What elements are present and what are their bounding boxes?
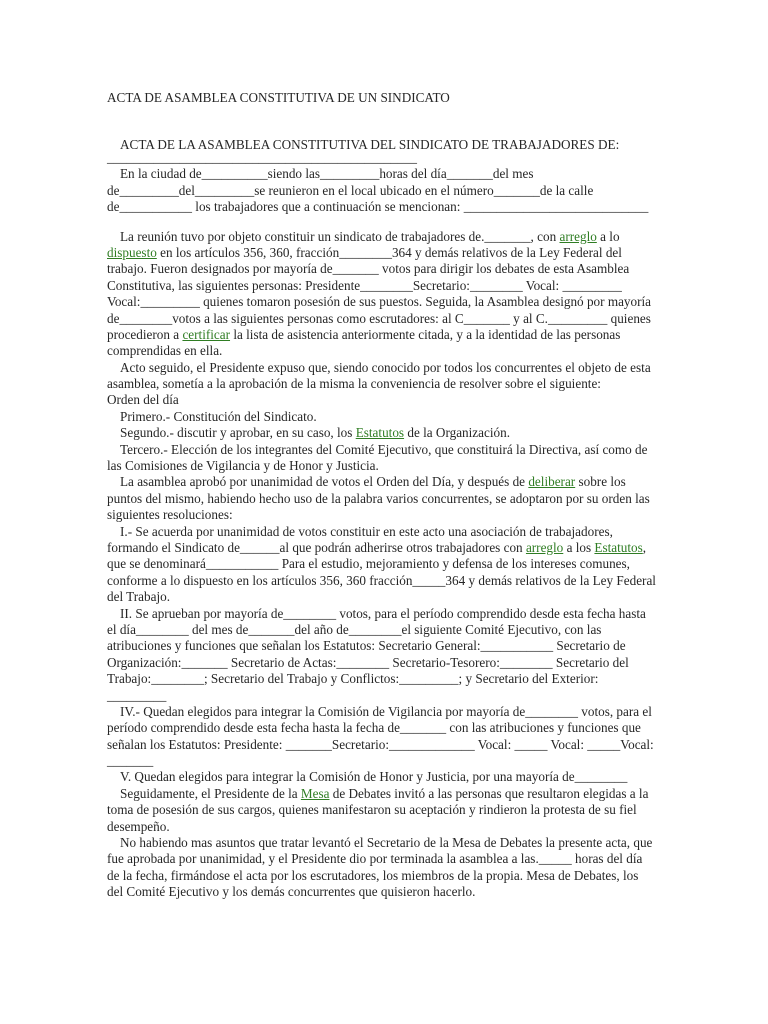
text-segment: Vocal:_________ quienes tomaron posesión de sus puestos. Seguida, la Asamblea designó por mayoría xyxy=(107,294,652,310)
text-line xyxy=(107,671,667,687)
text-segment: La asamblea aprobó por unanimidad de votos el Orden del Día, y después de xyxy=(120,474,529,490)
text-segment: _________ xyxy=(107,687,167,703)
inline-link[interactable]: Estatutos xyxy=(355,425,405,441)
text-segment: II. Se aprueban por mayoría de________ votos, para el período comprendido desde esta fecha hasta xyxy=(120,605,646,621)
text-line xyxy=(107,737,667,753)
text-line xyxy=(107,245,667,261)
text-segment: Segundo.- discutir y aprobar, en su caso, los xyxy=(120,425,356,441)
text-segment: desempeño. xyxy=(107,818,170,834)
text-line xyxy=(107,835,667,851)
document-body xyxy=(107,150,667,901)
text-segment: de la Organización. xyxy=(404,425,511,441)
text-segment: del Trabajo. xyxy=(107,589,171,605)
text-line xyxy=(107,802,667,818)
text-segment: fue aprobada por unanimidad, y el Presidente dio por terminada la asamblea a las._____ horas del día xyxy=(107,851,643,867)
text-line xyxy=(107,166,667,182)
text-line xyxy=(107,720,667,736)
text-line xyxy=(107,343,667,359)
text-segment: Acto seguido, el Presidente expuso que, siendo conocido por todos los concurrentes el objeto de esta xyxy=(120,359,651,375)
text-line xyxy=(107,540,667,556)
text-line xyxy=(107,229,667,245)
inline-link[interactable]: certificar xyxy=(182,326,231,342)
text-line xyxy=(107,261,667,277)
text-segment: trabajo. Fueron designados por mayoría de_______ votos para dirigir los debates de esta Asamblea xyxy=(107,261,630,277)
text-segment: No habiendo mas asuntos que tratar levantó el Secretario de la Mesa de Debates la presente acta, que xyxy=(120,835,653,851)
text-line xyxy=(107,199,667,215)
text-segment: señalan los Estatutos: Presidente: _______Secretario:_____________ Vocal: _____ Vocal: _____Vocal: xyxy=(107,736,654,752)
document-subtitle: ACTA DE LA ASAMBLEA CONSTITUTIVA DEL SINDICATO DE TRABAJADORES DE: xyxy=(120,137,620,152)
text-segment: la lista de asistencia anteriormente citada, y a la identidad de las personas xyxy=(230,326,621,342)
text-segment: Seguidamente, el Presidente de la xyxy=(120,785,301,801)
text-line xyxy=(107,622,667,638)
text-segment: a los xyxy=(563,539,595,555)
text-line xyxy=(107,638,667,654)
text-segment: _______________________________________________ xyxy=(107,150,417,165)
text-segment: comprendidas en ella. xyxy=(107,343,223,359)
text-segment: procedieron a xyxy=(107,326,183,342)
text-line xyxy=(107,606,667,622)
text-segment: Orden del día xyxy=(107,392,179,408)
text-line xyxy=(107,704,667,720)
text-segment: Organización:_______ Secretario de Actas:________ Secretario-Tesorero:________ Secretario del xyxy=(107,654,629,670)
text-segment: a lo xyxy=(596,228,620,244)
text-segment: En la ciudad de__________siendo las_________horas del día_______del mes xyxy=(120,166,534,182)
text-segment: , xyxy=(642,539,647,555)
text-segment: el día________ del mes de_______del año de________el siguiente Comité Ejecutivo, con las xyxy=(107,621,602,637)
text-line xyxy=(107,819,667,835)
text-line xyxy=(107,183,667,199)
text-line xyxy=(107,884,667,900)
paragraph-gap xyxy=(107,216,667,229)
text-segment: las Comisiones de Vigilancia y de Honor y Justicia. xyxy=(107,458,379,474)
text-segment: Primero.- Constitución del Sindicato. xyxy=(120,408,317,424)
text-line xyxy=(107,655,667,671)
inline-link[interactable]: Estatutos xyxy=(594,539,643,555)
text-line xyxy=(107,474,667,490)
text-segment: de_________del_________se reunieron en el local ubicado en el número_______de la calle xyxy=(107,182,594,198)
text-segment: de la fecha, firmándose el acta por los escrutadores, los miembros de la propia. Mesa de Debates, los xyxy=(107,867,639,883)
text-segment: IV.- Quedan elegidos para integrar la Comisión de Vigilancia por mayoría de________ votos, para el xyxy=(120,703,652,719)
text-segment: toma de posesión de sus cargos, quienes manifestaron su aceptación y rindieron la protesta de su fiel xyxy=(107,802,637,818)
text-line xyxy=(107,786,667,802)
text-line xyxy=(107,851,667,867)
text-segment: formando el Sindicato de______al que podrán adherirse otros trabajadores con xyxy=(107,539,526,555)
text-segment: de Debates invitó a las personas que resultaron elegidas a la xyxy=(329,785,649,801)
text-segment: atribuciones y funciones que señalan los Estatutos: Secretario General:___________ Secretario de xyxy=(107,638,626,654)
inline-link[interactable]: deliberar xyxy=(528,474,576,490)
text-segment: siguientes resoluciones: xyxy=(107,507,233,523)
text-line xyxy=(107,278,667,294)
text-line xyxy=(107,507,667,523)
text-segment: Constitutiva, las siguientes personas: Presidente________Secretario:________ Vocal: _________ xyxy=(107,277,622,293)
text-line xyxy=(107,442,667,458)
text-line xyxy=(107,392,667,408)
text-line xyxy=(107,294,667,310)
text-line xyxy=(107,311,667,327)
text-segment: Tercero.- Elección de los integrantes del Comité Ejecutivo, que constituirá la Directiva, así como de xyxy=(120,441,648,457)
text-segment: período comprendido desde esta fecha hasta la fecha de_______ con las atribuciones y funciones que xyxy=(107,720,641,736)
text-line xyxy=(107,556,667,572)
text-line xyxy=(107,688,667,704)
text-segment: I.- Se acuerda por unanimidad de votos constituir en este acto una asociación de trabajadores, xyxy=(120,523,613,539)
text-line xyxy=(107,769,667,785)
text-line xyxy=(107,524,667,540)
text-segment: en los artículos 356, 360, fracción________364 y demás relativos de la Ley Federal del xyxy=(156,244,622,260)
text-line xyxy=(107,573,667,589)
text-line xyxy=(107,376,667,392)
text-segment: _______ xyxy=(107,753,154,769)
document-title: ACTA DE ASAMBLEA CONSTITUTIVA DE UN SINDICATO xyxy=(107,90,450,105)
text-line xyxy=(107,327,667,343)
inline-link[interactable]: arreglo xyxy=(525,539,564,555)
text-segment: conforme a lo dispuesto en los artículos 356, 360 fracción_____364 y demás relativos de la Ley Federal xyxy=(107,572,656,588)
inline-link[interactable]: arreglo xyxy=(559,228,597,244)
text-segment: V. Quedan elegidos para integrar la Comisión de Honor y Justicia, por una mayoría de________ xyxy=(120,769,628,785)
text-segment: puntos del mismo, habiendo hecho uso de la palabra varios concurrentes, se adoptaron por su orden las xyxy=(107,490,650,506)
text-line xyxy=(107,425,667,441)
text-segment: asamblea, sometía a la aprobación de la misma la conveniencia de resolver sobre el siguiente: xyxy=(107,376,601,392)
text-line xyxy=(107,409,667,425)
text-segment: Trabajo:________; Secretario del Trabajo y Conflictos:_________; y Secretario del Exterior: xyxy=(107,671,599,687)
text-line xyxy=(107,868,667,884)
text-line xyxy=(107,360,667,376)
inline-link[interactable]: dispuesto xyxy=(107,244,157,260)
text-segment: sobre los xyxy=(575,474,626,490)
text-segment: de___________ los trabajadores que a continuación se mencionan: ____________________________ xyxy=(107,199,649,215)
text-segment: de________votos a las siguientes personas como escrutadores: al C_______ y al C._________ quienes xyxy=(107,310,651,326)
text-line xyxy=(107,491,667,507)
text-line xyxy=(107,150,667,166)
text-segment: La reunión tuvo por objeto constituir un sindicato de trabajadores de._______, con xyxy=(120,228,560,244)
text-line xyxy=(107,458,667,474)
inline-link[interactable]: Mesa xyxy=(300,785,330,801)
text-segment: que se denominará___________ Para el estudio, mejoramiento y defensa de los intereses comunes, xyxy=(107,556,630,572)
text-segment: del Comité Ejecutivo y los demás concurrentes que quisieron hacerlo. xyxy=(107,884,476,900)
text-line xyxy=(107,753,667,769)
text-line xyxy=(107,589,667,605)
